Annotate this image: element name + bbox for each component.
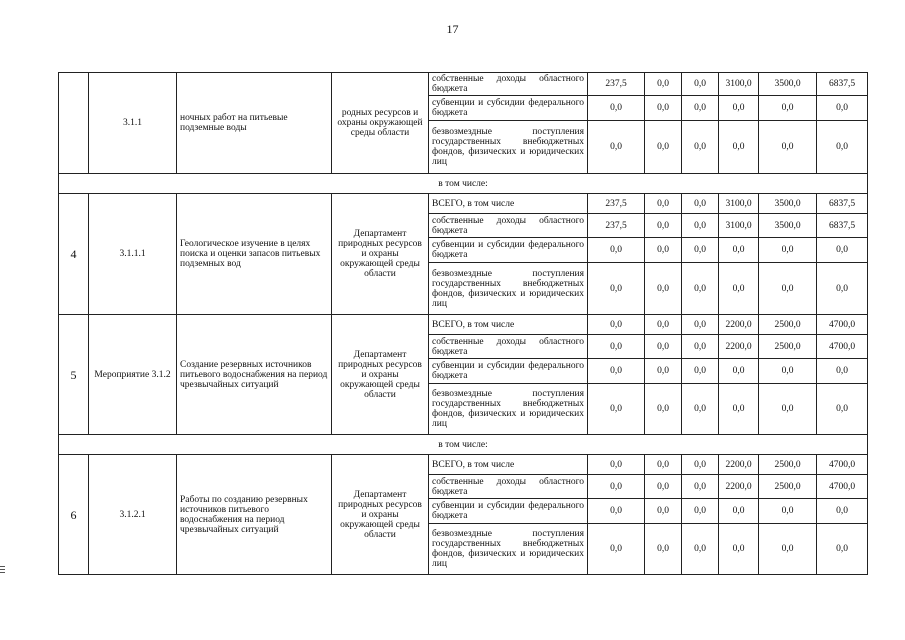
source-cell: собственные доходы областного бюджета	[429, 73, 588, 96]
value-cell: 0,0	[682, 384, 719, 435]
value-cell: 0,0	[645, 238, 682, 263]
responsible-cell: Департамент природных ресурсов и охраны окружающей среды области	[332, 315, 429, 435]
value-cell: 0,0	[817, 121, 868, 174]
row-number-cell	[59, 73, 89, 174]
page-number: 17	[446, 22, 459, 36]
value-cell: 0,0	[817, 238, 868, 263]
source-cell: субвенции и субсидии федерального бюджета	[429, 359, 588, 384]
value-cell: 0,0	[645, 335, 682, 359]
code-cell: 3.1.1	[89, 73, 177, 174]
value-cell: 0,0	[588, 335, 645, 359]
binding-mark	[0, 566, 5, 575]
source-cell: ВСЕГО, в том числе	[429, 315, 588, 335]
value-cell: 0,0	[719, 384, 759, 435]
value-cell: 0,0	[817, 263, 868, 315]
value-cell: 0,0	[817, 359, 868, 384]
value-cell: 3500,0	[759, 214, 817, 238]
value-cell: 2200,0	[719, 335, 759, 359]
code-cell: Мероприятие 3.1.2	[89, 315, 177, 435]
value-cell: 0,0	[719, 359, 759, 384]
source-cell: ВСЕГО, в том числе	[429, 194, 588, 214]
code-cell: 3.1.1.1	[89, 194, 177, 315]
budget-table	[58, 72, 868, 575]
value-cell: 0,0	[682, 121, 719, 174]
value-cell: 0,0	[588, 499, 645, 524]
value-cell: 0,0	[682, 96, 719, 121]
subheading-row	[59, 174, 868, 194]
value-cell: 237,5	[588, 73, 645, 96]
value-cell: 0,0	[817, 96, 868, 121]
value-cell: 0,0	[759, 238, 817, 263]
value-cell: 0,0	[588, 96, 645, 121]
value-cell: 0,0	[588, 238, 645, 263]
title-cell: Работы по созданию резервных источников питьевого водоснабжения на период чрезвычайных ситуаций	[177, 455, 332, 575]
value-cell: 0,0	[759, 263, 817, 315]
value-cell: 3100,0	[719, 73, 759, 96]
value-cell: 0,0	[645, 455, 682, 475]
responsible-cell: Департамент природных ресурсов и охраны окружающей среды области	[332, 455, 429, 575]
value-cell: 0,0	[645, 263, 682, 315]
value-cell: 2500,0	[759, 335, 817, 359]
value-cell: 0,0	[588, 384, 645, 435]
table-row	[59, 194, 868, 214]
value-cell: 0,0	[682, 335, 719, 359]
table-row	[59, 455, 868, 475]
source-cell: безвозмездные поступления государственных внебюджетных фондов, физических и юридических лиц	[429, 121, 588, 174]
value-cell: 4700,0	[817, 475, 868, 499]
value-cell: 2500,0	[759, 315, 817, 335]
title-cell: ночных работ на питьевые подземные воды	[177, 73, 332, 174]
source-cell: субвенции и субсидии федерального бюджета	[429, 238, 588, 263]
title-cell: Создание резервных источников питьевого водоснабжения на период чрезвычайных ситуаций	[177, 315, 332, 435]
value-cell: 3500,0	[759, 194, 817, 214]
value-cell: 0,0	[588, 475, 645, 499]
table-row	[59, 315, 868, 335]
value-cell: 0,0	[682, 238, 719, 263]
source-cell: ВСЕГО, в том числе	[429, 455, 588, 475]
value-cell: 0,0	[588, 121, 645, 174]
value-cell: 0,0	[719, 524, 759, 575]
value-cell: 0,0	[719, 121, 759, 174]
value-cell: 0,0	[817, 524, 868, 575]
row-number-cell: 5	[59, 315, 89, 435]
subheading-cell: в том числе:	[59, 435, 868, 455]
value-cell: 2500,0	[759, 455, 817, 475]
source-cell: безвозмездные поступления государственных внебюджетных фондов, физических и юридических лиц	[429, 524, 588, 575]
subheading-row	[59, 435, 868, 455]
value-cell: 0,0	[645, 96, 682, 121]
value-cell: 3100,0	[719, 194, 759, 214]
source-cell: собственные доходы областного бюджета	[429, 475, 588, 499]
row-number-cell: 6	[59, 455, 89, 575]
value-cell: 0,0	[645, 359, 682, 384]
value-cell: 0,0	[645, 194, 682, 214]
table-row	[59, 73, 868, 96]
value-cell: 0,0	[682, 455, 719, 475]
value-cell: 0,0	[588, 263, 645, 315]
value-cell: 0,0	[645, 475, 682, 499]
value-cell: 6837,5	[817, 214, 868, 238]
value-cell: 0,0	[759, 96, 817, 121]
responsible-cell: родных ресурсов и охраны окружающей среды области	[332, 73, 429, 174]
value-cell: 2200,0	[719, 455, 759, 475]
value-cell: 0,0	[682, 194, 719, 214]
value-cell: 4700,0	[817, 335, 868, 359]
value-cell: 0,0	[588, 359, 645, 384]
value-cell: 0,0	[645, 121, 682, 174]
value-cell: 0,0	[682, 315, 719, 335]
value-cell: 0,0	[588, 455, 645, 475]
value-cell: 0,0	[645, 214, 682, 238]
source-cell: собственные доходы областного бюджета	[429, 335, 588, 359]
value-cell: 0,0	[817, 499, 868, 524]
responsible-cell: Департамент природных ресурсов и охраны окружающей среды области	[332, 194, 429, 315]
value-cell: 4700,0	[817, 455, 868, 475]
value-cell: 0,0	[682, 73, 719, 96]
value-cell: 0,0	[645, 315, 682, 335]
row-number-cell: 4	[59, 194, 89, 315]
source-cell: субвенции и субсидии федерального бюджета	[429, 499, 588, 524]
subheading-cell: в том числе:	[59, 174, 868, 194]
value-cell: 0,0	[682, 263, 719, 315]
value-cell: 0,0	[682, 359, 719, 384]
value-cell: 0,0	[719, 238, 759, 263]
value-cell: 0,0	[645, 73, 682, 96]
value-cell: 0,0	[682, 524, 719, 575]
value-cell: 2200,0	[719, 475, 759, 499]
value-cell: 0,0	[588, 315, 645, 335]
value-cell: 0,0	[817, 384, 868, 435]
value-cell: 2500,0	[759, 475, 817, 499]
value-cell: 0,0	[719, 96, 759, 121]
value-cell: 3500,0	[759, 73, 817, 96]
title-cell: Геологическое изучение в целях поиска и оценки запасов питьевых подземных вод	[177, 194, 332, 315]
value-cell: 0,0	[645, 524, 682, 575]
value-cell: 6837,5	[817, 73, 868, 96]
value-cell: 0,0	[759, 359, 817, 384]
value-cell: 0,0	[759, 524, 817, 575]
value-cell: 0,0	[682, 475, 719, 499]
value-cell: 0,0	[759, 499, 817, 524]
value-cell: 0,0	[682, 214, 719, 238]
value-cell: 6837,5	[817, 194, 868, 214]
value-cell: 0,0	[645, 384, 682, 435]
value-cell: 0,0	[645, 499, 682, 524]
value-cell: 0,0	[682, 499, 719, 524]
value-cell: 237,5	[588, 214, 645, 238]
value-cell: 2200,0	[719, 315, 759, 335]
value-cell: 3100,0	[719, 214, 759, 238]
source-cell: субвенции и субсидии федерального бюджета	[429, 96, 588, 121]
value-cell: 237,5	[588, 194, 645, 214]
source-cell: безвозмездные поступления государственных внебюджетных фондов, физических и юридических лиц	[429, 263, 588, 315]
source-cell: безвозмездные поступления государственных внебюджетных фондов, физических и юридических лиц	[429, 384, 588, 435]
value-cell: 4700,0	[817, 315, 868, 335]
value-cell: 0,0	[759, 121, 817, 174]
source-cell: собственные доходы областного бюджета	[429, 214, 588, 238]
value-cell: 0,0	[719, 263, 759, 315]
value-cell: 0,0	[759, 384, 817, 435]
value-cell: 0,0	[588, 524, 645, 575]
code-cell: 3.1.2.1	[89, 455, 177, 575]
value-cell: 0,0	[719, 499, 759, 524]
